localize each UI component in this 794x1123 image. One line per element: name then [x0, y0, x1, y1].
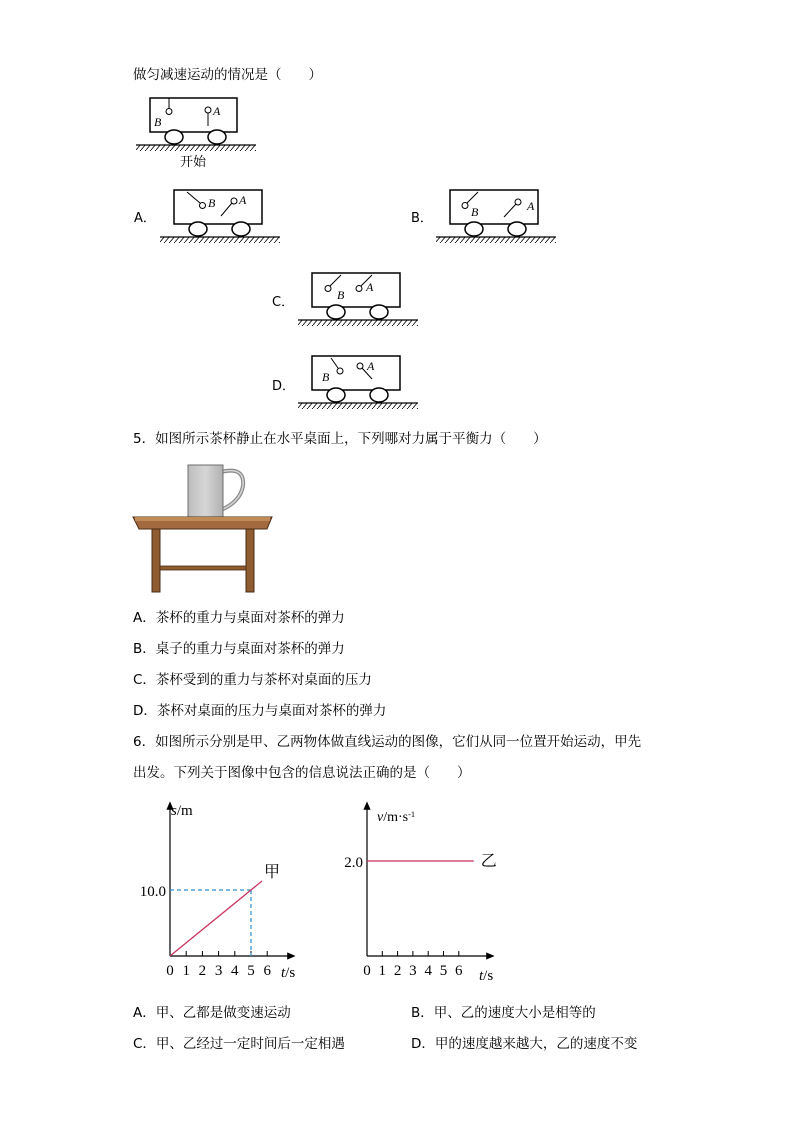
x-axis-label: t/s — [479, 968, 494, 984]
q6-stem-line1: 6．如图所示分别是甲、乙两物体做直线运动的图像，它们从同一位置开始运动，甲先 — [133, 734, 642, 750]
q5-choice-b[interactable]: B．桌子的重力与桌面对茶杯的弹力 — [133, 641, 345, 657]
s-t-graph — [126, 795, 301, 990]
teacup-on-table-figure — [133, 462, 275, 594]
q4-option-c-car — [298, 271, 423, 329]
svg-text:A: A — [366, 280, 374, 294]
y-axis-label: s/m — [171, 803, 193, 819]
q4-option-b-car — [436, 188, 561, 246]
svg-text:A: A — [527, 199, 535, 213]
q6-choice-c[interactable]: C．甲、乙经过一定时间后一定相遇 — [133, 1036, 345, 1052]
q4-option-a-label[interactable]: A． — [134, 211, 156, 226]
y-marked-label: 10.0 — [139, 884, 166, 900]
svg-text:A: A — [239, 193, 247, 207]
x-tick-label: 3 — [409, 963, 417, 979]
q6-choice-d[interactable]: D．甲的速度越来越大，乙的速度不变 — [411, 1036, 638, 1052]
series-line-jia — [170, 881, 262, 956]
x-tick-label: 2 — [198, 963, 207, 979]
series-label-yi: 乙 — [480, 853, 497, 870]
x-tick-label: 5 — [247, 963, 255, 979]
series-label-jia: 甲 — [264, 864, 281, 882]
x-tick-label: 5 — [439, 963, 448, 979]
q4-option-c-label[interactable]: C． — [272, 295, 295, 310]
q4-option-d-car — [298, 354, 423, 412]
q5-stem: 5．如图所示茶杯静止在水平桌面上，下列哪对力属于平衡力（ ） — [133, 431, 547, 447]
x-axis-label: t/s — [281, 965, 296, 981]
q4-option-b-label[interactable]: B． — [411, 211, 433, 226]
start-label: 开始 — [180, 155, 207, 170]
x-tick-label: 3 — [214, 963, 223, 979]
q5-choice-c[interactable]: C．茶杯受到的重力与茶杯对桌面的压力 — [133, 672, 372, 688]
q5-choice-a[interactable]: A．茶杯的重力与桌面对茶杯的弹力 — [133, 610, 345, 626]
svg-text:A: A — [367, 359, 375, 373]
svg-text:B: B — [322, 370, 330, 384]
x-tick-label: 2 — [393, 963, 402, 979]
car-body — [150, 98, 237, 132]
q6-stem-line2: 出发。下列关于图像中包含的信息说法正确的是（ ） — [133, 765, 471, 781]
q4-option-d-label[interactable]: D． — [272, 379, 296, 394]
x-tick-label: 0 — [166, 963, 174, 979]
v-t-graph — [325, 795, 505, 990]
x-tick-label: 4 — [231, 963, 239, 979]
x-tick-label: 1 — [378, 963, 387, 979]
x-tick-label: 6 — [455, 963, 463, 979]
y-marked-label: 2.0 — [344, 855, 363, 871]
label-a: A — [213, 104, 221, 118]
q4-stem: 做匀减速运动的情况是（ ） — [133, 67, 322, 83]
x-tick-label: 4 — [424, 963, 432, 979]
q6-choice-a[interactable]: A．甲、乙都是做变速运动 — [133, 1005, 291, 1021]
q4-option-a-car — [160, 188, 285, 246]
svg-text:B: B — [208, 196, 216, 210]
svg-text:B: B — [471, 205, 479, 219]
x-tick-label: 0 — [363, 963, 371, 979]
q6-choice-b[interactable]: B．甲、乙的速度大小是相等的 — [411, 1005, 596, 1021]
q5-choice-d[interactable]: D．茶杯对桌面的压力与桌面对茶杯的弹力 — [133, 703, 387, 719]
x-tick-label: 6 — [263, 963, 271, 979]
x-tick-label: 1 — [182, 963, 190, 979]
label-b: B — [154, 115, 162, 129]
svg-text:B: B — [337, 288, 345, 302]
y-axis-label: $v/m\cdot s^{-1}$ — [377, 809, 416, 825]
